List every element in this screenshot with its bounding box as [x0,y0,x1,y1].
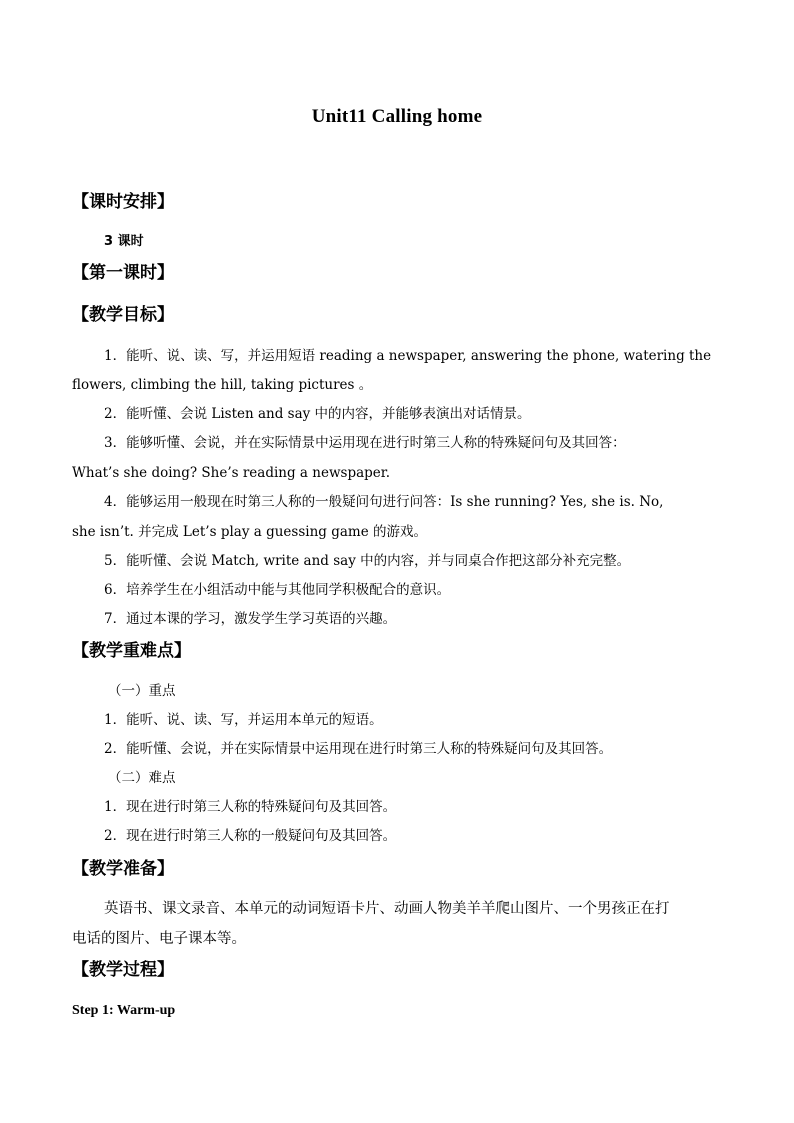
goal-line: 4．能够运用一般现在时第三人称的一般疑问句进行问答：Is she running? Yes, she is. No, [104,494,664,510]
goal-line: 6．培养学生在小组活动中能与其他同学积极配合的意识。 [104,582,451,598]
goal-line: 7．通过本课的学习，激发学生学习英语的兴趣。 [104,611,397,627]
key-point-line: （一）重点 [108,683,176,699]
key-point-line: 2．能听懂、会说，并在实际情景中运用现在进行时第三人称的特殊疑问句及其回答。 [104,741,613,757]
schedule-value: 3 课时 [104,234,144,249]
goal-line: What’s she doing? She’s reading a newspaper. [72,465,391,481]
goal-line: 2．能听懂、会说 Listen and say 中的内容，并能够表演出对话情景。 [104,406,531,422]
schedule-heading: 【课时安排】 [72,192,174,212]
key-points-heading: 【教学重难点】 [72,641,191,661]
goals-heading: 【教学目标】 [72,305,174,325]
goal-line: 3．能够听懂、会说，并在实际情景中运用现在进行时第三人称的特殊疑问句及其回答： [104,435,626,451]
key-point-line: 2．现在进行时第三人称的一般疑问句及其回答。 [104,828,397,844]
goal-line: flowers, climbing the hill, taking pictures 。 [72,377,373,393]
goal-line: 5．能听懂、会说 Match, write and say 中的内容，并与同桌合作把这部分补充完整。 [104,553,631,569]
first-lesson-heading: 【第一课时】 [72,263,174,283]
prep-line: 英语书、课文录音、本单元的动词短语卡片、动画人物美羊羊爬山图片、一个男孩正在打 [104,901,670,917]
prep-heading: 【教学准备】 [72,859,174,879]
key-point-line: 1．能听、说、读、写，并运用本单元的短语。 [104,712,383,728]
page-title: Unit11 Calling home [311,106,483,127]
goal-line: 1．能听、说、读、写，并运用短语 reading a newspaper, answering the phone, watering the [104,348,712,364]
process-heading: 【教学过程】 [72,960,174,980]
key-point-line: 1．现在进行时第三人称的特殊疑问句及其回答。 [104,799,397,815]
goal-line: she isn’t. 并完成 Let’s play a guessing game 的游戏。 [72,524,427,540]
step-heading: Step 1: Warm-up [72,1003,176,1018]
key-point-line: （二）难点 [108,770,176,786]
prep-line: 电话的图片、电子课本等。 [72,931,246,947]
